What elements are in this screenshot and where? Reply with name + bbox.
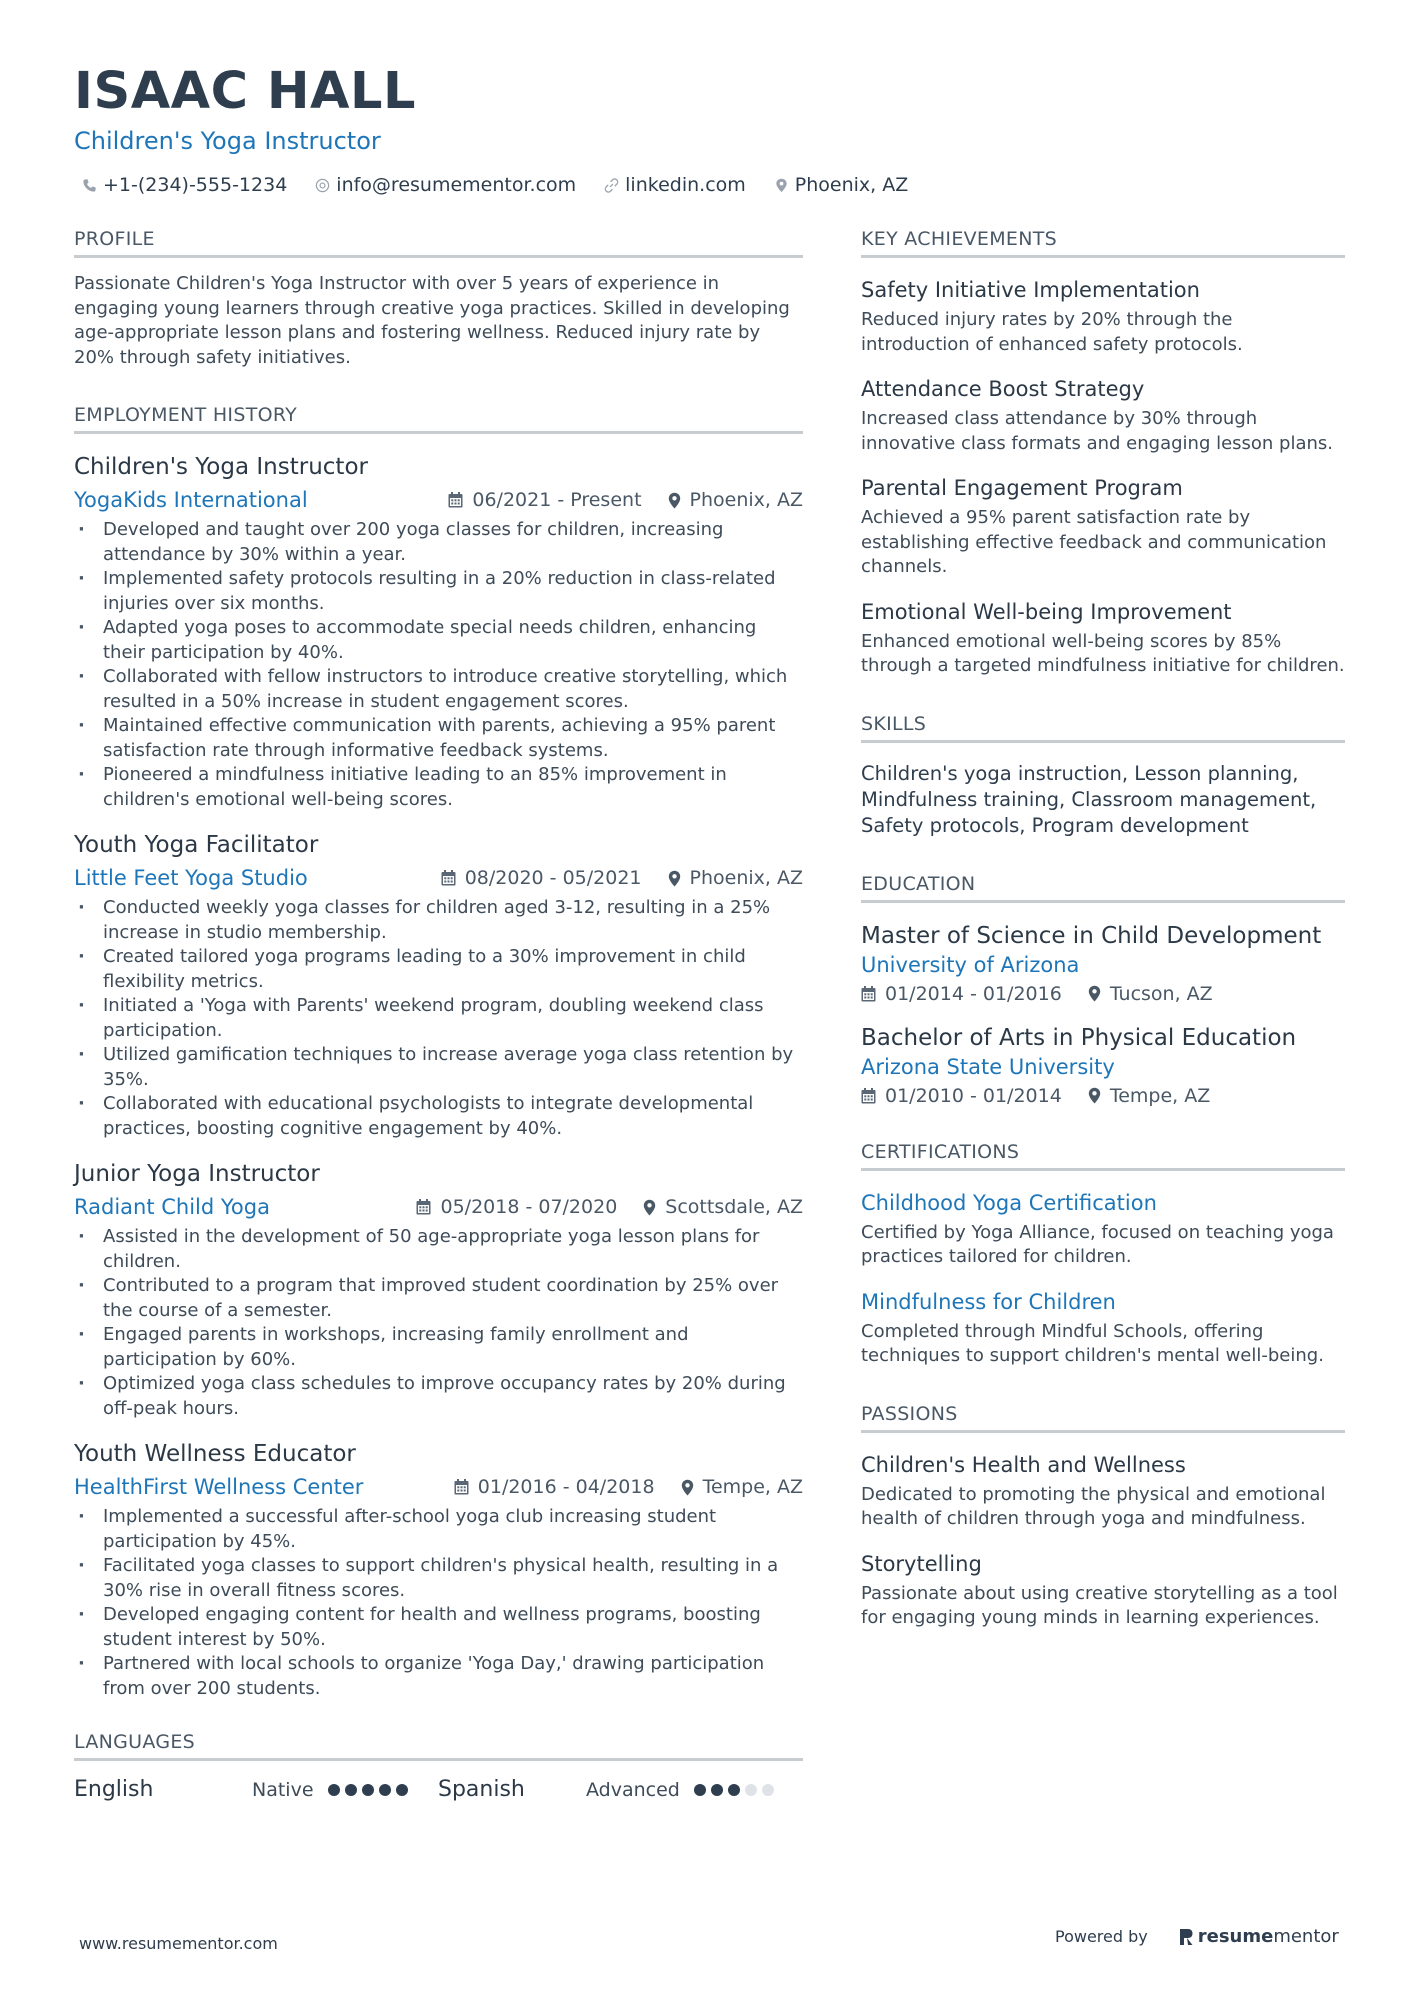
language-item (438, 1777, 788, 1802)
linkedin-text: linkedin.com (625, 174, 746, 196)
language-level: Advanced (586, 1778, 680, 1801)
certifications-section (861, 1141, 1345, 1369)
calendar-icon (416, 1199, 431, 1215)
bullet-item: · Collaborated with fellow instructors to introduce creative storytelling, which resulted in a 50% increase in student engagement scores. (74, 665, 803, 714)
education-school: University of Arizona (861, 952, 1080, 977)
job-location-text: Phoenix, AZ (689, 489, 803, 511)
certification-item (861, 1189, 1345, 1270)
education-location (1088, 1085, 1210, 1107)
bullet-item: · Developed and taught over 200 yoga classes for children, increasing attendance by 30% within a year. (74, 518, 803, 567)
achievement-desc: Reduced injury rates by 20% through the introduction of enhanced safety protocols. (861, 309, 1243, 355)
achievement-item (861, 598, 1345, 679)
bullet-item: · Maintained effective communication with parents, achieving a 95% parent satisfaction rate through informative feedback systems. (74, 714, 803, 763)
job-entry (74, 1439, 803, 1701)
section-title: KEY ACHIEVEMENTS (861, 228, 1345, 258)
section-title: EMPLOYMENT HISTORY (74, 404, 803, 434)
location-pin-icon (643, 1199, 656, 1216)
location-pin-icon (1088, 1087, 1101, 1104)
job-dates (441, 867, 642, 889)
job-location-text: Scottsdale, AZ (665, 1196, 803, 1218)
achievement-title: Parental Engagement Program (861, 476, 1183, 500)
job-subheader (74, 1193, 803, 1221)
education-meta (861, 1085, 1345, 1107)
certification-title: Childhood Yoga Certification (861, 1190, 1157, 1215)
at-icon (315, 178, 330, 193)
section-title: SKILLS (861, 713, 1345, 743)
bullet-item: · Developed engaging content for health and wellness programs, boosting student interest by 50%. (74, 1603, 803, 1652)
achievement-item (861, 375, 1345, 456)
bullet-item: · Adapted yoga poses to accommodate special needs children, enhancing their participation by 40%. (74, 616, 803, 665)
education-item (861, 921, 1345, 1005)
profile-section (74, 228, 803, 370)
achievement-desc: Enhanced emotional well-being scores by 85% through a targeted mindfulness initiative for children. (861, 630, 1345, 676)
job-bullets (74, 1505, 803, 1701)
job-bullets (74, 896, 803, 1141)
job-dates-text: 05/2018 - 07/2020 (440, 1196, 618, 1218)
certification-desc: Completed through Mindful Schools, offering techniques to support children's mental well-being. (861, 1320, 1324, 1366)
achievement-title: Emotional Well-being Improvement (861, 599, 1232, 624)
passion-item (861, 1550, 1345, 1631)
job-location (668, 867, 803, 889)
location-pin-icon (1088, 985, 1101, 1002)
phone-icon (82, 178, 97, 193)
job-subheader (74, 864, 803, 892)
language-level: Native (252, 1778, 314, 1801)
certification-title: Mindfulness for Children (861, 1289, 1116, 1314)
location-text: Phoenix, AZ (794, 174, 909, 196)
job-entry (74, 830, 803, 1141)
job-title: Youth Wellness Educator (74, 1441, 356, 1467)
passion-title: Children's Health and Wellness (861, 1452, 1186, 1477)
job-dates-text: 08/2020 - 05/2021 (464, 867, 642, 889)
company-name: Little Feet Yoga Studio (74, 866, 308, 890)
passions-section (861, 1403, 1345, 1631)
certifications-list (861, 1189, 1345, 1369)
location-pin-icon (668, 492, 681, 509)
bullet-item: · Assisted in the development of 50 age-appropriate yoga lesson plans for children. (74, 1225, 803, 1274)
section-title: LANGUAGES (74, 1731, 803, 1761)
rating-dot (711, 1784, 723, 1796)
language-name: English (74, 1777, 154, 1802)
rating-dot (362, 1784, 374, 1796)
achievement-desc: Increased class attendance by 30% through innovative class formats and engaging lesson plans. (861, 408, 1334, 454)
job-location (668, 489, 803, 511)
job-location-text: Tempe, AZ (702, 1476, 803, 1498)
education-dates-text: 01/2010 - 01/2014 (885, 1084, 1062, 1107)
languages-section (74, 1731, 803, 1802)
candidate-headline: Children's Yoga Instructor (74, 127, 381, 155)
job-bullets (74, 518, 803, 812)
education-dates-text: 01/2014 - 01/2016 (885, 982, 1062, 1005)
skills-text: Children's yoga instruction, Lesson planning, Mindfulness training, Classroom management, Safety protocols, Program development (861, 761, 1317, 837)
employment-section (74, 404, 803, 1701)
education-meta (861, 983, 1345, 1005)
contact-linkedin[interactable] (604, 174, 746, 196)
rating-dot (345, 1784, 357, 1796)
job-dates-text: 06/2021 - Present (472, 489, 642, 511)
passion-desc: Dedicated to promoting the physical and emotional health of children through yoga and mindfulness. (861, 1483, 1326, 1529)
education-location (1088, 983, 1213, 1005)
education-section (861, 873, 1345, 1107)
contact-bar (82, 174, 1344, 196)
languages-row (74, 1777, 803, 1802)
achievement-item (861, 474, 1345, 580)
passions-list (861, 1451, 1345, 1631)
bullet-item: · Implemented a successful after-school yoga club increasing student participation by 45%. (74, 1505, 803, 1554)
bullet-item: · Engaged parents in workshops, increasing family enrollment and participation by 60%. (74, 1323, 803, 1372)
section-title: PASSIONS (861, 1403, 1345, 1433)
achievement-title: Safety Initiative Implementation (861, 278, 1200, 302)
job-entry (74, 1159, 803, 1421)
job-bullets (74, 1225, 803, 1421)
job-subheader (74, 1473, 803, 1501)
education-dates (861, 1085, 1062, 1107)
rating-dot (745, 1784, 757, 1796)
resumementor-logo-icon (1178, 1928, 1194, 1946)
calendar-icon (441, 870, 456, 886)
brand-text-b: mentor (1273, 1926, 1339, 1947)
job-title: Junior Yoga Instructor (74, 1161, 320, 1187)
passion-item (861, 1451, 1345, 1532)
calendar-icon (861, 1088, 876, 1104)
certification-desc: Certified by Yoga Alliance, focused on teaching yoga practices tailored for children. (861, 1221, 1334, 1267)
job-dates (416, 1196, 617, 1218)
job-meta (422, 489, 803, 511)
job-location (643, 1196, 803, 1218)
job-subheader (74, 486, 803, 514)
education-item (861, 1023, 1345, 1107)
calendar-icon (861, 986, 876, 1002)
profile-text: Passionate Children's Yoga Instructor with over 5 years of experience in engaging young learners through creative yoga practices. Skilled in developing age-appropriate lesson plans and fostering wellness. Reduced injury rate by 20% through safety initiatives. (74, 273, 790, 368)
rating-dot (379, 1784, 391, 1796)
calendar-icon (454, 1479, 469, 1495)
language-rating (328, 1784, 413, 1796)
bullet-item: · Contributed to a program that improved student coordination by 25% over the course of a semester. (74, 1274, 803, 1323)
education-school: Arizona State University (861, 1054, 1115, 1079)
job-meta (390, 1196, 803, 1218)
achievement-title: Attendance Boost Strategy (861, 377, 1145, 401)
bullet-item: · Pioneered a mindfulness initiative leading to an 85% improvement in children's emotional well-being scores. (74, 763, 803, 812)
bullet-item: · Created tailored yoga programs leading to a 30% improvement in child flexibility metrics. (74, 945, 803, 994)
link-icon (604, 178, 619, 193)
company-name: Radiant Child Yoga (74, 1195, 270, 1219)
brand-text-a: resume (1197, 1926, 1274, 1947)
job-title: Children's Yoga Instructor (74, 454, 368, 480)
calendar-icon (448, 492, 463, 508)
section-title: PROFILE (74, 228, 803, 258)
achievements-list (861, 276, 1345, 679)
language-name: Spanish (438, 1777, 525, 1802)
bullet-item: · Partnered with local schools to organize 'Yoga Day,' drawing participation from over 200 students. (74, 1652, 803, 1701)
rating-dot (728, 1784, 740, 1796)
bullet-item: · Facilitated yoga classes to support children's physical health, resulting in a 30% rise in overall fitness scores. (74, 1554, 803, 1603)
achievement-item (861, 276, 1345, 357)
resume-page (74, 60, 1345, 1802)
job-meta (428, 1476, 803, 1498)
bullet-item: · Implemented safety protocols resulting in a 20% reduction in class-related injuries over six months. (74, 567, 803, 616)
candidate-name: ISAAC HALL (74, 62, 416, 121)
powered-by-text: Powered by (1055, 1927, 1148, 1946)
job-dates (454, 1476, 655, 1498)
job-dates-text: 01/2016 - 04/2018 (477, 1476, 655, 1498)
achievements-section (861, 228, 1345, 679)
job-entry (74, 452, 803, 812)
section-title: EDUCATION (861, 873, 1345, 903)
education-list (861, 921, 1345, 1107)
certification-item (861, 1288, 1345, 1369)
footer-website[interactable]: www.resumementor.com (79, 1934, 278, 1953)
education-location-text: Tempe, AZ (1109, 1084, 1211, 1107)
bullet-item: · Conducted weekly yoga classes for children aged 3-12, resulting in a 25% increase in studio membership. (74, 896, 803, 945)
rating-dot (762, 1784, 774, 1796)
rating-dot (396, 1784, 408, 1796)
footer-branding (1055, 1926, 1339, 1947)
language-rating (694, 1784, 779, 1796)
language-item (74, 1777, 438, 1802)
bullet-item: · Initiated a 'Yoga with Parents' weekend program, doubling weekend class participation. (74, 994, 803, 1043)
achievement-desc: Achieved a 95% parent satisfaction rate by establishing effective feedback and communication channels. (861, 507, 1327, 577)
brand-logo[interactable] (1178, 1926, 1339, 1947)
location-pin-icon (668, 870, 681, 887)
location-pin-icon (681, 1479, 694, 1496)
education-location-text: Tucson, AZ (1109, 982, 1213, 1005)
rating-dot (694, 1784, 706, 1796)
company-name: YogaKids International (74, 488, 308, 512)
passion-desc: Passionate about using creative storytelling as a tool for engaging young minds in learning experiences. (861, 1582, 1338, 1628)
phone-text: +1-(234)-555-1234 (103, 174, 288, 196)
location-pin-icon (774, 178, 789, 193)
job-location (681, 1476, 803, 1498)
right-column (861, 228, 1345, 1665)
contact-email[interactable] (315, 174, 576, 196)
job-meta (415, 867, 803, 889)
education-degree: Master of Science in Child Development (861, 922, 1322, 949)
contact-location (774, 174, 908, 196)
jobs-list (74, 452, 803, 1701)
job-dates (448, 489, 641, 511)
email-text: info@resumementor.com (336, 174, 577, 196)
company-name: HealthFirst Wellness Center (74, 1475, 364, 1499)
passion-title: Storytelling (861, 1551, 982, 1576)
job-title: Youth Yoga Facilitator (74, 832, 319, 858)
bullet-item: · Optimized yoga class schedules to improve occupancy rates by 20% during off-peak hours. (74, 1372, 803, 1421)
bullet-item: · Collaborated with educational psychologists to integrate developmental practices, boosting cognitive engagement by 40%. (74, 1092, 803, 1141)
job-location-text: Phoenix, AZ (689, 867, 803, 889)
left-column (74, 228, 803, 1836)
section-title: CERTIFICATIONS (861, 1141, 1345, 1171)
education-degree: Bachelor of Arts in Physical Education (861, 1024, 1297, 1051)
rating-dot (328, 1784, 340, 1796)
contact-phone[interactable] (82, 174, 287, 196)
bullet-item: · Utilized gamification techniques to increase average yoga class retention by 35%. (74, 1043, 803, 1092)
skills-section (861, 713, 1345, 839)
education-dates (861, 983, 1062, 1005)
